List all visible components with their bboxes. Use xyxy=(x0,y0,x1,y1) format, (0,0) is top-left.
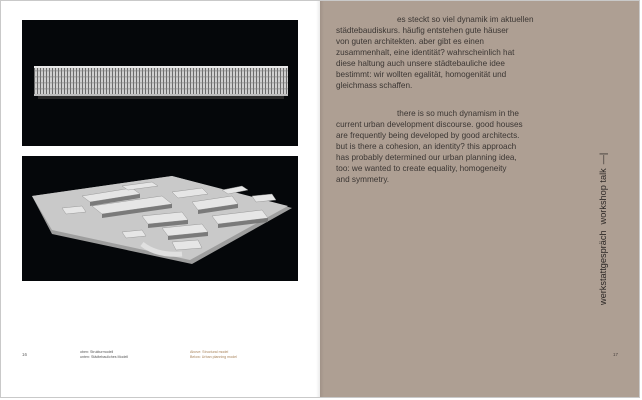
right-page-number: 17 xyxy=(613,352,619,357)
english-line-2: current urban development discourse. good houses xyxy=(336,120,523,129)
english-line-4: but is there a cohesion, an identity? this approach xyxy=(336,142,517,151)
german-line-5: diese haltung auch unsere städtebauliche idee xyxy=(336,59,505,68)
section-title-bar: —| xyxy=(598,152,608,165)
caption-german-line2: unten: Städtebauliches Modell xyxy=(80,355,129,359)
english-line-6: too: we wanted to create equality, homogeneity xyxy=(336,164,507,173)
english-text-block xyxy=(336,108,576,185)
german-line-2: städtebaudiskurs. häufig entstehen gute häuser xyxy=(336,26,509,35)
structural-model-image xyxy=(22,20,298,146)
german-line-4: zusammenhalt, eine identität? wahrscheinlich hat xyxy=(336,48,515,57)
section-title-english: workshop talk xyxy=(598,168,608,225)
left-page-number: 16 xyxy=(22,352,28,357)
english-line-1: there is so much dynamism in the xyxy=(397,109,519,118)
english-line-5: has probably determined our urban planning idea, xyxy=(336,153,517,162)
caption-english-line1: Above: Structural model xyxy=(190,350,229,354)
caption-english-line2: Below: Urban planning model xyxy=(190,355,237,359)
caption-german-line1: oben: Strukturmodell xyxy=(80,350,114,354)
german-line-1: es steckt so viel dynamik im aktuellen xyxy=(397,15,534,24)
english-line-7: and symmetry. xyxy=(336,175,390,184)
german-line-7: gleichmass schaffen. xyxy=(336,81,413,90)
section-title-vertical xyxy=(598,153,608,305)
page-gutter xyxy=(316,1,324,397)
german-line-3: von guten architekten. aber gibt es einen xyxy=(336,37,484,46)
english-line-3: are frequently being developed by good architects. xyxy=(336,131,520,140)
urban-planning-model-photo xyxy=(22,156,298,281)
structural-model-photo xyxy=(22,20,298,146)
urban-planning-model-image xyxy=(22,156,298,281)
german-line-6: bestimmt: wir wollten egalität, homogenität und xyxy=(336,70,507,79)
german-text-block xyxy=(336,14,576,91)
section-title-german: werkstattgespräch xyxy=(598,230,608,305)
